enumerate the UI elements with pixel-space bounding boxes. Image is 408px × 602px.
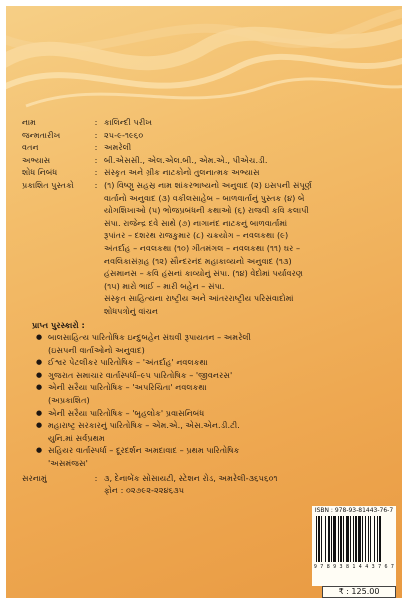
bullet-icon: ● bbox=[35, 408, 43, 417]
books-line: વાર્તાનો અનુવાદ (૩) વકીલસાહેબ – બાળવાર્તાનું પુસ્તક (૪) બે bbox=[104, 192, 305, 203]
award-text: મહારાષ્ટ્ર સરકારનું પારિતોષિક – એમ.એ., એસ.એન.ડી.ટી. bbox=[48, 420, 240, 431]
address-line: ૩, દેનાબેંક સોસાયટી, સ્ટેશન રોડ, અમરેલી-૩૬૫૬૦૧ bbox=[104, 472, 278, 483]
native-row bbox=[22, 141, 394, 154]
separator: : bbox=[94, 179, 98, 190]
award-item bbox=[22, 356, 394, 369]
research-row bbox=[22, 166, 394, 179]
name-value: કાલિન્દી પરીખ bbox=[104, 117, 153, 127]
bullet-icon: ● bbox=[35, 358, 43, 367]
award-text: બાલસાહિત્ય પારિતોષિક ઇન્દુબહેન સંઘવી રૂપાયતન – અમરેલી bbox=[48, 332, 251, 343]
bullet-icon: ● bbox=[35, 383, 43, 392]
award-text: ગુજરાત સમાચાર વાર્તાસ્પર્ધા–૯૫ પારિતોષિક – 'જીવનરસ' bbox=[48, 369, 233, 380]
name-label: નામ bbox=[22, 117, 36, 127]
study-label: અભ્યાસ bbox=[22, 154, 51, 165]
price-tag: ₹ : 125.00 bbox=[322, 586, 396, 598]
name-row bbox=[22, 116, 394, 129]
dob-value: ૨૫-૯-૧૯૬૦ bbox=[104, 129, 144, 140]
barcode-digits: 9 7 8 9 3 8 1 4 4 3 7 6 7 bbox=[313, 564, 395, 570]
award-text: એની સરૈયા પારિતોષિક – 'અપરિચિતા' નવલકથા bbox=[48, 382, 207, 393]
books-line: (૧) વિષ્ણુ સહસ્ર નામ શાંકરભાષ્યનો અનુવાદ (૨) ઇસપની સંપૂર્ણ bbox=[104, 179, 312, 190]
bullet-icon: ● bbox=[35, 370, 43, 379]
separator: : bbox=[94, 154, 98, 165]
research-value: સંસ્કૃત અને ગ્રીક નાટકોનો તુલનાત્મક અભ્યાસ bbox=[104, 167, 260, 178]
award-item bbox=[22, 369, 394, 382]
author-profile bbox=[22, 116, 394, 497]
books-line: સંસ્કૃત સાહિત્યના રાષ્ટ્રીય અને આંતરરાષ્ટ્રીય પરિસંવાદોમાં bbox=[104, 293, 294, 304]
dob-row bbox=[22, 129, 394, 142]
book-back-cover bbox=[6, 6, 402, 598]
address-row bbox=[22, 472, 394, 485]
award-item bbox=[22, 381, 394, 394]
award-text: સહિયર વાર્તાસ્પર્ધા – દૂરદર્શન અમદાવાદ – પ્રથમ પારિતોષિક bbox=[48, 445, 240, 456]
books-line: હંસમાનસ – કવિ હંસનાં કાવ્યોનું સંપા. (૧૪) વેદોમાં પર્યાવરણ bbox=[104, 268, 303, 279]
books-label: પ્રકાશિત પુસ્તકો bbox=[22, 179, 74, 190]
native-label: વતન bbox=[22, 142, 39, 153]
award-text: એની સરૈયા પારિતોષિક – 'બૃહલોક' પ્રવાસનિબંધ bbox=[48, 407, 205, 418]
books-line: યોગશિખાઓ (૫) ભોજપ્રબંધની કથાઓ (૬) રાજવી કવિ કલાપી bbox=[104, 205, 309, 216]
books-line: નવલિકાસંગ્રહ (૧૨) સૌન્દરનંદ મહાકાવ્યનો અનુવાદ (૧૩) bbox=[104, 255, 292, 266]
books-line: સંપા. રાજેન્દ્ર દવે સાથે (૭) નાગાનંદ નાટકનું બાળવાર્તામાં bbox=[104, 217, 288, 228]
study-row bbox=[22, 154, 394, 167]
award-item bbox=[22, 419, 394, 432]
award-item bbox=[22, 331, 394, 344]
barcode bbox=[312, 506, 396, 586]
books-line: અંતર્દાહ – નવલકથા (૧૦) ગીતમંગલ – નવલકથા (૧૧) ઘર – bbox=[104, 242, 301, 253]
books-line: (૧૫) મારો ભાઈ – મારી બહેન – સંપા. bbox=[104, 280, 225, 291]
bullet-icon: ● bbox=[35, 333, 43, 342]
isbn-text: ISBN : 978-93-81443-76-7 bbox=[314, 507, 394, 514]
award-item bbox=[22, 444, 394, 457]
native-value: અમરેલી bbox=[104, 142, 132, 153]
awards-heading: પ્રાપ્ત પુરસ્કારો : bbox=[32, 319, 85, 330]
address-label: સરનામું bbox=[22, 472, 47, 483]
books-line: શોધપત્રોનું વાંચન bbox=[104, 305, 159, 316]
bullet-icon: ● bbox=[35, 446, 43, 455]
barcode-bars bbox=[316, 516, 392, 566]
award-item bbox=[22, 407, 394, 420]
books-row bbox=[22, 179, 394, 192]
phone-line: ફોન : ૦૨૭૯૨-૨૨૪૬૩૫ bbox=[104, 485, 185, 496]
award-text-continued: યુનિ.માં સર્વપ્રથમ bbox=[48, 432, 105, 443]
award-text: ઈશ્વર પેટલીકર પારિતોષિક – 'અંતર્દાહ' નવલકથા bbox=[48, 357, 208, 368]
bullet-icon: ● bbox=[35, 421, 43, 430]
award-text-continued: 'અસમંજસ' bbox=[48, 458, 88, 469]
award-text-continued: (અપ્રકાશિત) bbox=[48, 395, 90, 406]
separator: : bbox=[94, 472, 98, 483]
study-value: બી.એસસી., એલ.એલ.બી., એમ.એ., પીએચ.ડી. bbox=[104, 154, 268, 165]
research-label: શોધ નિબંધ bbox=[22, 167, 58, 178]
separator: : bbox=[94, 129, 98, 140]
decorative-swirl-header bbox=[6, 6, 402, 116]
dob-label: જન્મતારીખ bbox=[22, 129, 61, 140]
separator: : bbox=[94, 142, 98, 153]
separator: : bbox=[94, 167, 98, 178]
books-line: રૂપાંતર – દશરથ રાજકુમાર (૮) ચક્રયોગ – નવલકથા (૯) bbox=[104, 230, 289, 241]
award-text-continued: (ઇસપની વાર્તાઓનો અનુવાદ) bbox=[48, 344, 145, 355]
separator: : bbox=[94, 117, 98, 127]
